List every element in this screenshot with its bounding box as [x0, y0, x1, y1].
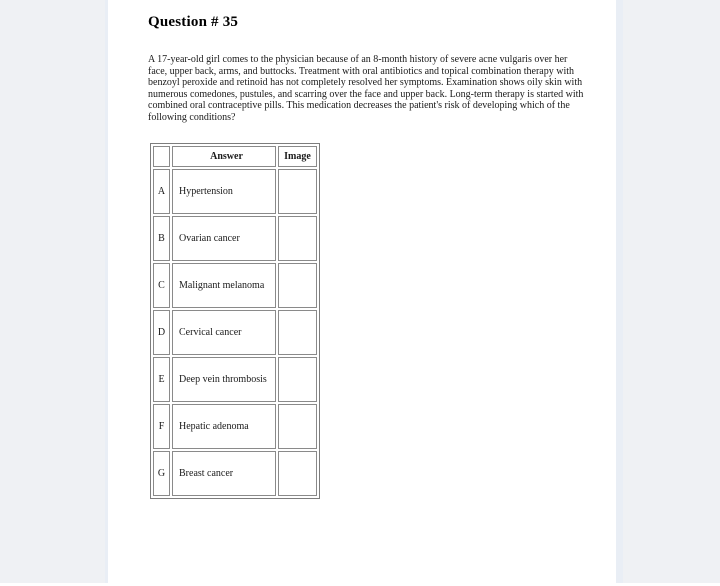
answer-image-cell: [278, 357, 317, 402]
answer-row: [153, 263, 317, 308]
answer-text-cell: Malignant melanoma: [172, 263, 276, 308]
answer-text-cell: Hepatic adenoma: [172, 404, 276, 449]
answer-table-header: [153, 146, 317, 167]
answer-image-cell: [278, 169, 317, 214]
answer-row: [153, 404, 317, 449]
answer-text-cell: Ovarian cancer: [172, 216, 276, 261]
answer-letter-cell: E: [153, 357, 170, 402]
answer-table-header-row: [153, 146, 317, 167]
question-stem: A 17-year-old girl comes to the physician because of an 8-month history of severe acne vulgaris over her face, upper back, arms, and buttocks. Treatment with oral antibiotics and topical combination therapy with benzoyl peroxide and retinoid has not completely resolved her symptoms. Examination shows oily skin with numerous comedones, pustules, and scarring over the face and upper back. Long-term therapy is started with combined oral contraceptive pills. This medication decreases the patient's risk of developing which of the following conditions?: [148, 54, 584, 123]
answer-row: [153, 451, 317, 496]
answer-letter-cell: C: [153, 263, 170, 308]
answer-letter-cell: A: [153, 169, 170, 214]
header-letter-cell: [153, 146, 170, 167]
document-page: [105, 0, 623, 583]
answer-letter-cell: G: [153, 451, 170, 496]
answer-letter-cell: B: [153, 216, 170, 261]
answer-letter-cell: F: [153, 404, 170, 449]
answer-row: [153, 169, 317, 214]
answer-text-cell: Deep vein thrombosis: [172, 357, 276, 402]
answer-text-cell: Breast cancer: [172, 451, 276, 496]
answer-text-cell: Hypertension: [172, 169, 276, 214]
header-image-cell: Image: [278, 146, 317, 167]
answer-image-cell: [278, 216, 317, 261]
answer-table-body: [153, 169, 317, 496]
answer-text-cell: Cervical cancer: [172, 310, 276, 355]
answer-image-cell: [278, 263, 317, 308]
answer-letter-cell: D: [153, 310, 170, 355]
page-content: [108, 0, 616, 499]
question-title: Question # 35: [148, 14, 239, 30]
answer-row: [153, 310, 317, 355]
answer-row: [153, 216, 317, 261]
header-answer-cell: Answer: [172, 146, 276, 167]
answer-image-cell: [278, 451, 317, 496]
answer-row: [153, 357, 317, 402]
answer-table: [150, 143, 320, 499]
answer-image-cell: [278, 310, 317, 355]
answer-image-cell: [278, 404, 317, 449]
